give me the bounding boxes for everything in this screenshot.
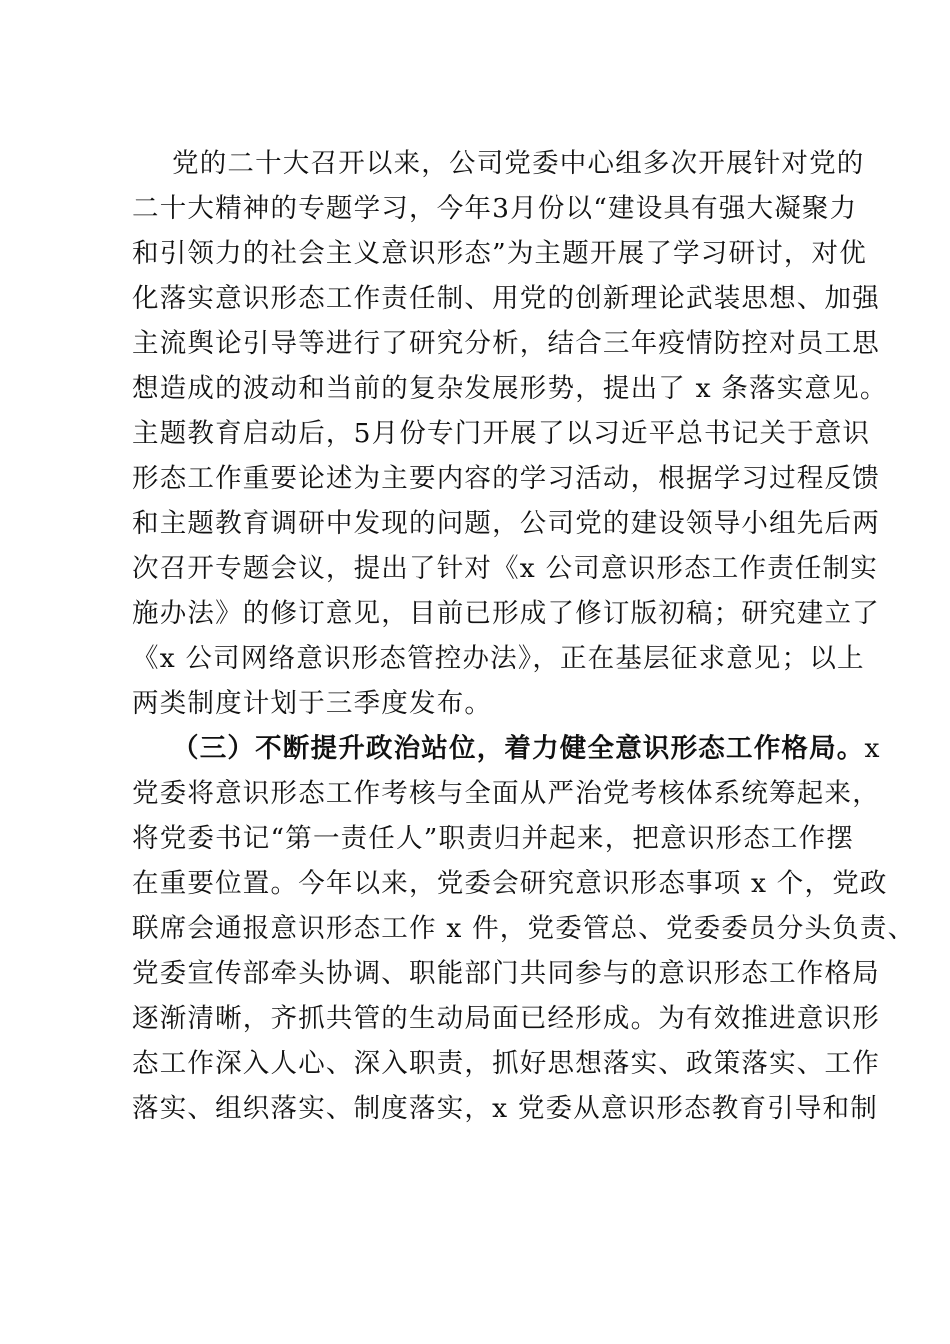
paragraph-line-4: 化落实意识形态工作责任制、用党的创新理论武装思想、加强 [132,283,880,314]
paragraph-line-6: 想造成的波动和当前的复杂发展形势，提出了 x 条落实意见。 [132,373,888,404]
paragraph-line-12: 《x 公司网络意识形态管控办法》，正在基层征求意见；以上 [132,643,865,674]
section-line-8: 态工作深入人心、深入职责，抓好思想落实、政策落实、工作 [132,1048,880,1079]
section-line-9: 落实、组织落实、制度落实，x 党委从意识形态教育引导和制 [132,1093,878,1124]
paragraph-line-3: 和引领力的社会主义意识形态”为主题开展了学习研讨，对优 [132,238,867,269]
paragraph-line-5: 主流舆论引导等进行了研究分析，结合三年疫情防控对员工思 [132,328,880,359]
section-heading-tail: x [864,733,881,764]
paragraph-line-10: 次召开专题会议，提出了针对《x 公司意识形态工作责任制实 [132,553,878,584]
section-line-2: 党委将意识形态工作考核与全面从严治党考核体系统筹起来， [132,778,880,809]
section-line-4: 在重要位置。今年以来，党委会研究意识形态事项 x 个，党政 [132,868,888,899]
paragraph-line-2: 二十大精神的专题学习，今年3月份以“建设具有强大凝聚力 [132,193,858,224]
section-line-7: 逐渐清晰，齐抓共管的生动局面已经形成。为有效推进意识形 [132,1003,880,1034]
paragraph-line-8: 形态工作重要论述为主要内容的学习活动，根据学习过程反馈 [132,463,880,494]
section-line-5: 联席会通报意识形态工作 x 件，党委管总、党委委员分头负责、 [132,913,916,944]
paragraph-line-7: 主题教育启动后，5月份专门开展了以习近平总书记关于意识 [132,418,871,449]
section-heading: （三）不断提升政治站位，着力健全意识形态工作格局。 [172,733,865,764]
section-line-6: 党委宣传部牵头协调、职能部门共同参与的意识形态工作格局 [132,958,880,989]
section-line-3: 将党委书记“第一责任人”职责归并起来，把意识形态工作摆 [132,823,854,854]
paragraph-line-13: 两类制度计划于三季度发布。 [132,688,493,719]
paragraph-line-11: 施办法》的修订意见，目前已形成了修订版初稿；研究建立了 [132,598,880,629]
paragraph-line-9: 和主题教育调研中发现的问题，公司党的建设领导小组先后两 [132,508,880,539]
paragraph-line-1: 党的二十大召开以来，公司党委中心组多次开展针对党的 [172,148,865,179]
section-heading-line [172,731,881,767]
